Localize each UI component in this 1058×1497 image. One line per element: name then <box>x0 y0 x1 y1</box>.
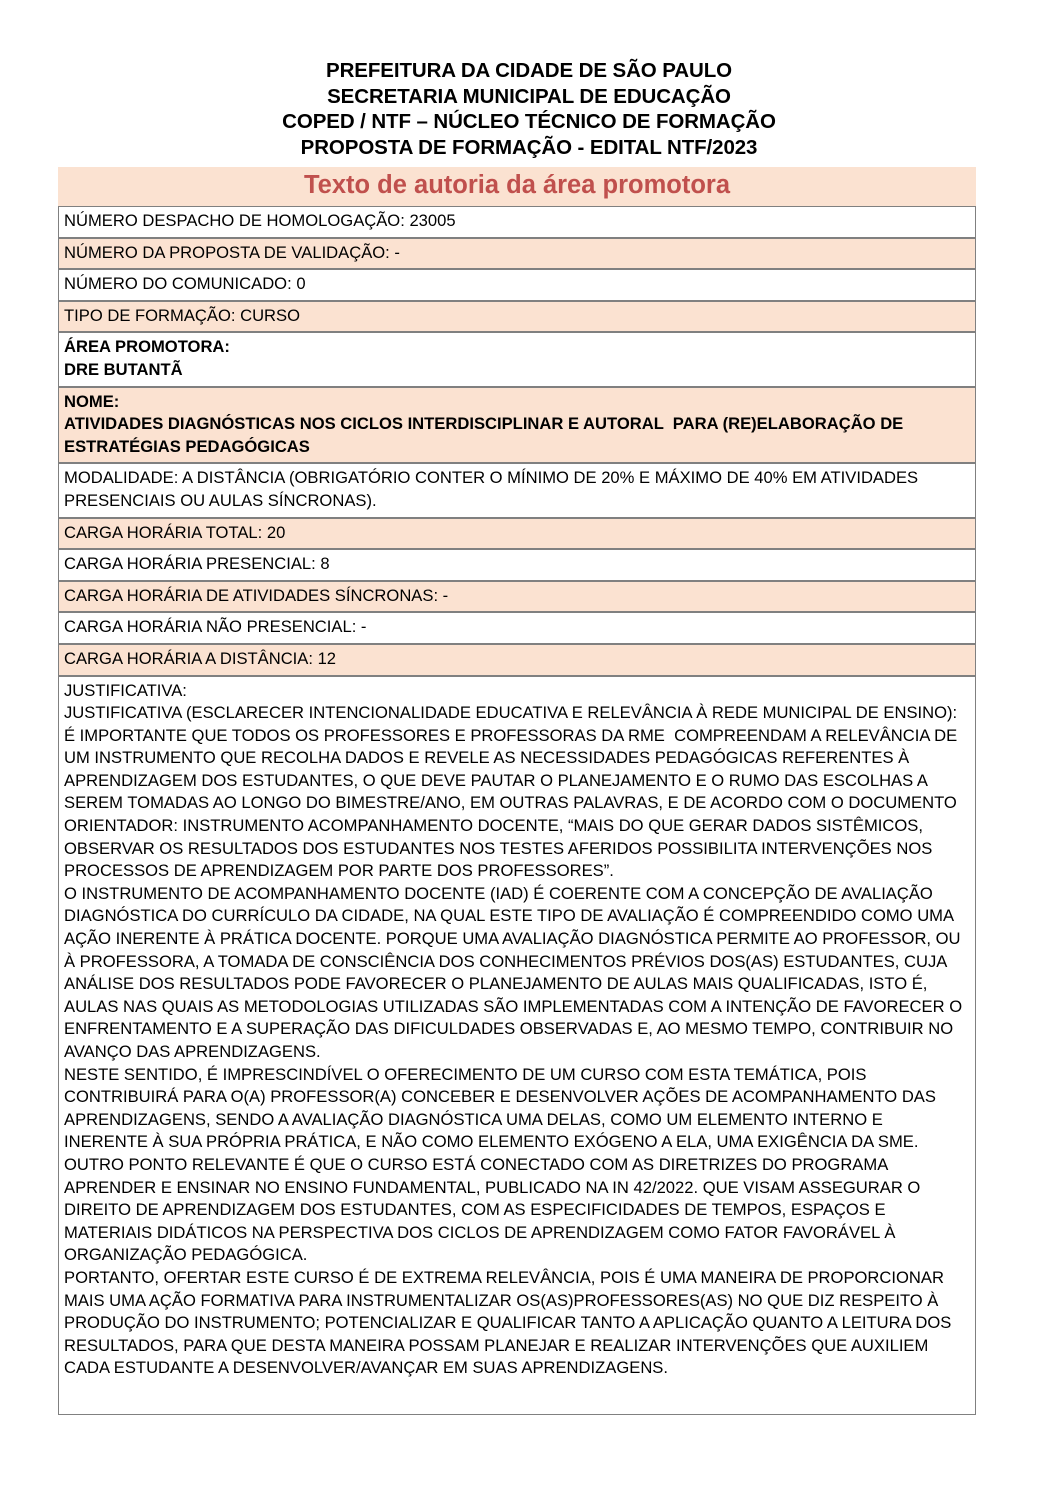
justificativa-subtitle: JUSTIFICATIVA (ESCLARECER INTENCIONALIDADE EDUCATIVA E RELEVÂNCIA À REDE MUNICIPAL DE ENSINO): <box>64 703 958 723</box>
carga-nao-presencial-cell: CARGA HORÁRIA NÃO PRESENCIAL: - <box>58 612 976 644</box>
nome-cell <box>58 387 976 464</box>
nome-value: ATIVIDADES DIAGNÓSTICAS NOS CICLOS INTERDISCIPLINAR E AUTORAL PARA (RE)ELABORAÇÃO DE ESTRATÉGIAS PEDAGÓGICAS <box>64 414 908 456</box>
justificativa-label: JUSTIFICATIVA: <box>64 680 187 700</box>
table-row-carga-presencial <box>58 549 976 581</box>
table-row-despacho <box>58 206 976 238</box>
proposta-validacao-cell: NÚMERO DA PROPOSTA DE VALIDAÇÃO: - <box>58 238 976 270</box>
tipo-formacao-cell: TIPO DE FORMAÇÃO: CURSO <box>58 301 976 333</box>
carga-distancia-cell: CARGA HORÁRIA A DISTÂNCIA: 12 <box>58 644 976 676</box>
table-row-modalidade <box>58 463 976 517</box>
justificativa-paragraph-3: NESTE SENTIDO, É IMPRESCINDÍVEL O OFERECIMENTO DE UM CURSO COM ESTA TEMÁTICA, POIS CONTRIBUIRÁ PARA O(A) PROFESSOR(A) CONCEBER E DESENVOLVER AÇÕES DE ACOMPANHAMENTO DAS APRENDIZAGENS, SENDO A AVALIAÇÃO DIAGNÓSTICA UMA DELAS, COMO UM ELEMENTO INTERNO E INERENTE À SUA PRÓPRIA PRÁTICA, E NÃO COMO ELEMENTO EXÓGENO A ELA, UMA EXIGÊNCIA DA SME. OUTRO PONTO RELEVANTE É QUE O CURSO ESTÁ CONECTADO COM AS DIRETRIZES DO PROGRAMA APRENDER E ENSINAR NO ENSINO FUNDAMENTAL, PUBLICADO NA IN 42/2022. QUE VISAM ASSEGURAR O DIREITO DE APRENDIZAGEM DOS ESTUDANTES, COM AS ESPECIFICIDADES DE TEMPOS, ESPAÇOS E MATERIAIS DIDÁTICOS NA PERSPECTIVA DOS CICLOS DE APRENDIZAGEM COMO FATOR FAVORÁVEL À ORGANIZAÇÃO PEDAGÓGICA. <box>64 1064 940 1265</box>
header-line-coped-ntf: COPED / NTF – NÚCLEO TÉCNICO DE FORMAÇÃO <box>282 110 776 133</box>
carga-presencial-cell: CARGA HORÁRIA PRESENCIAL: 8 <box>58 549 976 581</box>
document-header <box>0 0 1058 160</box>
area-promotora-cell <box>58 332 976 386</box>
table-row-area-promotora <box>58 332 976 386</box>
justificativa-paragraph-4: PORTANTO, OFERTAR ESTE CURSO É DE EXTREMA RELEVÂNCIA, POIS É UMA MANEIRA DE PROPORCIONAR MAIS UMA AÇÃO FORMATIVA PARA INSTRUMENTALIZAR OS(AS)PROFESSORES(AS) NO QUE DIZ RESPEITO À PRODUÇÃO DO INSTRUMENTO; POTENCIALIZAR E QUALIFICAR TANTO A APLICAÇÃO QUANTO A LEITURA DOS RESULTADOS, PARA QUE DESTA MANEIRA POSSAM PLANEJAR E REALIZAR INTERVENÇÕES QUE AUXILIEM CADA ESTUDANTE A DESENVOLVER/AVANÇAR EM SUAS APRENDIZAGENS. <box>64 1267 956 1378</box>
nome-label: NOME: <box>64 391 120 411</box>
header-line-secretaria: SECRETARIA MUNICIPAL DE EDUCAÇÃO <box>327 84 731 108</box>
table-row-carga-total <box>58 518 976 550</box>
header-line-proposta-edital: PROPOSTA DE FORMAÇÃO - EDITAL NTF/2023 <box>300 135 758 159</box>
despacho-cell: NÚMERO DESPACHO DE HOMOLOGAÇÃO: 23005 <box>58 206 976 238</box>
area-promotora-value: DRE BUTANTÃ <box>64 359 183 379</box>
comunicado-cell: NÚMERO DO COMUNICADO: 0 <box>58 269 976 301</box>
proposta-form-table <box>58 167 976 1415</box>
header-line-prefeitura: PREFEITURA DA CIDADE DE SÃO PAULO <box>326 59 732 82</box>
banner-cell <box>58 167 976 206</box>
table-row-proposta-validacao <box>58 238 976 270</box>
table-row-justificativa <box>58 676 976 1415</box>
table-row-carga-distancia <box>58 644 976 676</box>
carga-total-cell: CARGA HORÁRIA TOTAL: 20 <box>58 518 976 550</box>
area-promotora-label: ÁREA PROMOTORA: <box>64 337 230 357</box>
modalidade-cell: MODALIDADE: A DISTÂNCIA (OBRIGATÓRIO CONTER O MÍNIMO DE 20% E MÁXIMO DE 40% EM ATIVIDADES PRESENCIAIS OU AULAS SÍNCRONAS). <box>58 463 976 517</box>
table-row-carga-nao-presencial <box>58 612 976 644</box>
table-row-nome <box>58 387 976 464</box>
banner-label: Texto de autoria da área promotora <box>303 171 731 199</box>
table-row-comunicado <box>58 269 976 301</box>
justificativa-cell <box>58 676 976 1415</box>
table-row-banner <box>58 167 976 206</box>
justificativa-paragraph-2: O INSTRUMENTO DE ACOMPANHAMENTO DOCENTE (IAD) É COERENTE COM A CONCEPÇÃO DE AVALIAÇÃO DIAGNÓSTICA DO CURRÍCULO DA CIDADE, NA QUAL ESTE TIPO DE AVALIAÇÃO É COMPREENDIDO COMO UMA AÇÃO INERENTE À PRÁTICA DOCENTE. PORQUE UMA AVALIAÇÃO DIAGNÓSTICA PERMITE AO PROFESSOR, OU À PROFESSORA, A TOMADA DE CONSCIÊNCIA DOS CONHECIMENTOS PRÉVIOS DOS(AS) ESTUDANTES, CUJA ANÁLISE DOS RESULTADOS PODE FAVORECER O PLANEJAMENTO DE AULAS MAIS QUALIFICADAS, ISTO É, AULAS NAS QUAIS AS METODOLOGIAS UTILIZADAS SÃO IMPLEMENTADAS COM A INTENÇÃO DE FAVORECER O ENFRENTAMENTO E A SUPERAÇÃO DAS DIFICULDADES OBSERVADAS E, AO MESMO TEMPO, CONTRIBUIR NO AVANÇO DAS APRENDIZAGENS. <box>64 883 967 1061</box>
table-row-carga-sincronas <box>58 581 976 613</box>
table-row-tipo-formacao <box>58 301 976 333</box>
justificativa-paragraph-1: É IMPORTANTE QUE TODOS OS PROFESSORES E PROFESSORAS DA RME COMPREENDAM A RELEVÂNCIA DE UM INSTRUMENTO QUE RECOLHA DADOS E REVELE AS NECESSIDADES PEDAGÓGICAS REFERENTES À APRENDIZAGEM DOS ESTUDANTES, O QUE DEVE PAUTAR O PLANEJAMENTO E O RUMO DAS ESCOLHAS A SEREM TOMADAS AO LONGO DO BIMESTRE/ANO, EM OUTRAS PALAVRAS, E DE ACORDO COM O DOCUMENTO ORIENTADOR: INSTRUMENTO ACOMPANHAMENTO DOCENTE, “MAIS DO QUE GERAR DADOS SISTÊMICOS, OBSERVAR OS RESULTADOS DOS ESTUDANTES NOS TESTES AFERIDOS POSSIBILITA INTERVENÇÕES NOS PROCESSOS DE APRENDIZAGEM POR PARTE DOS PROFESSORES”. <box>64 725 962 881</box>
carga-sincronas-cell: CARGA HORÁRIA DE ATIVIDADES SÍNCRONAS: - <box>58 581 976 613</box>
